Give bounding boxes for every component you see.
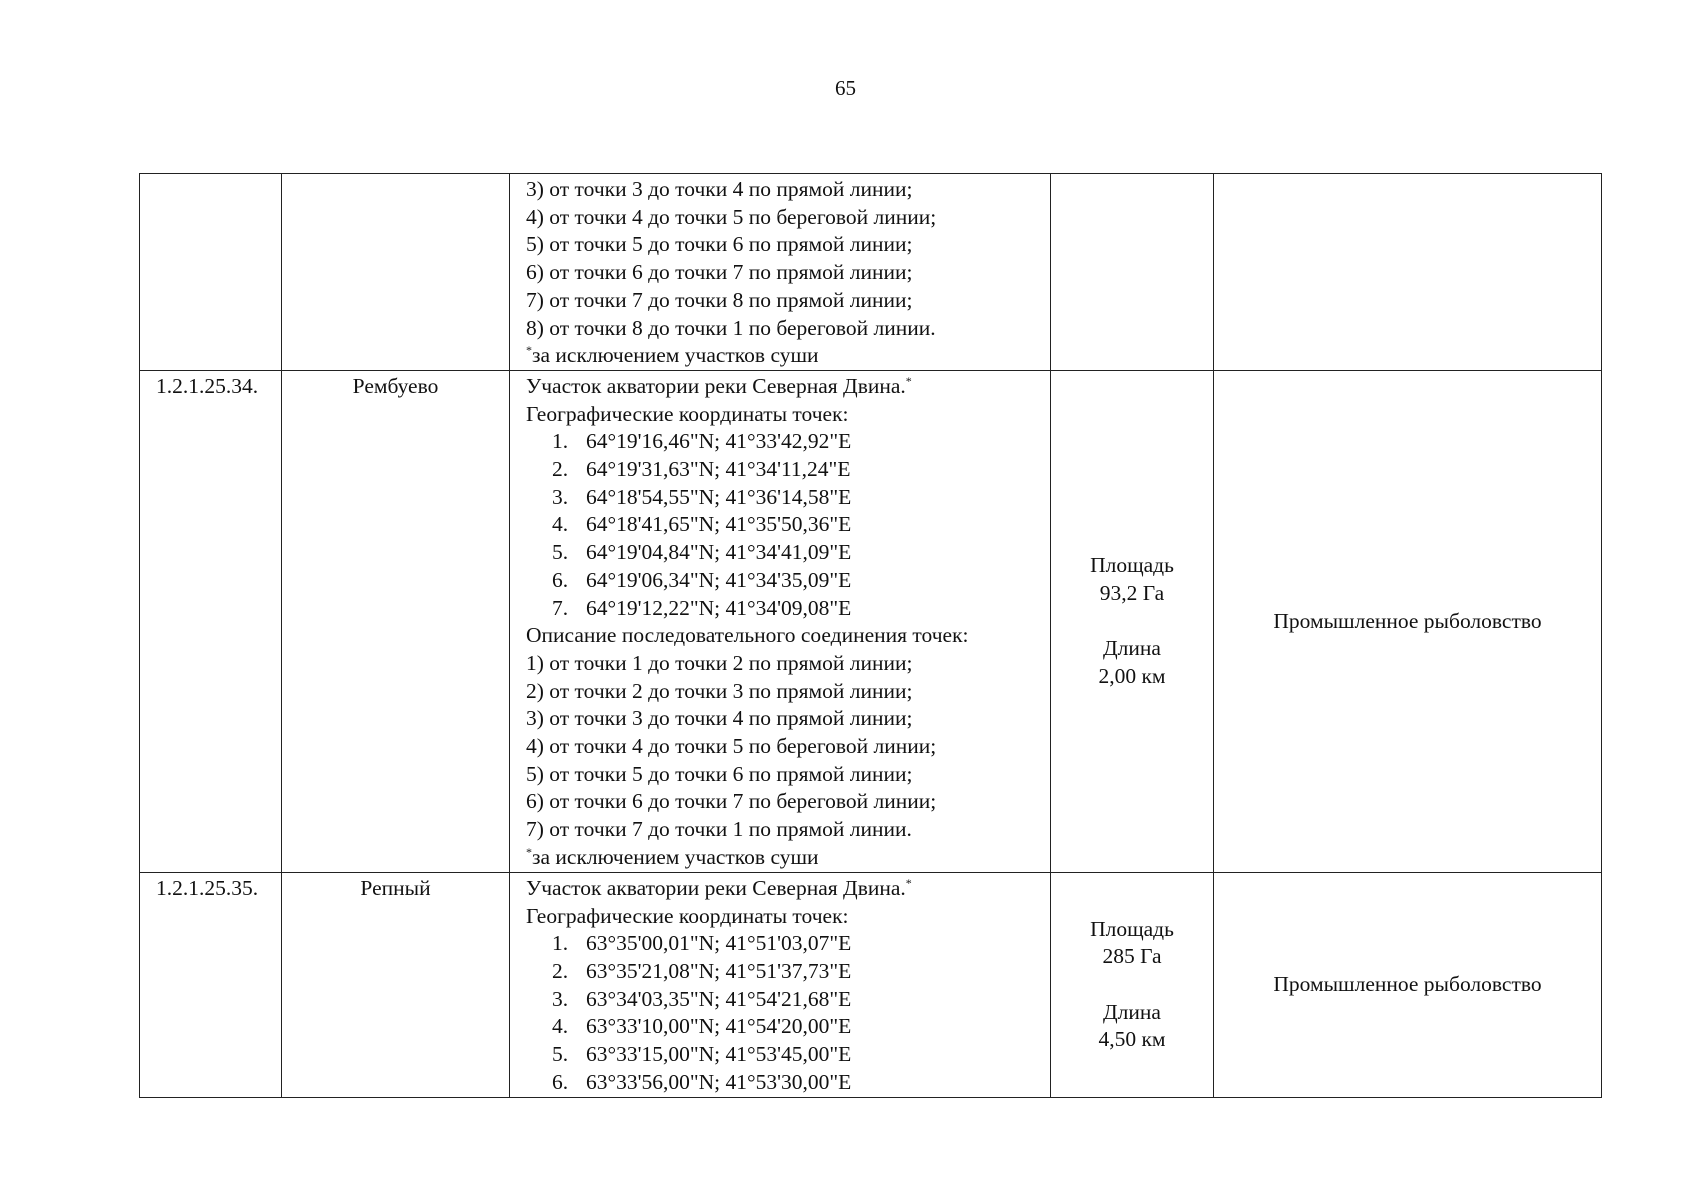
connection-line: 1) от точки 1 до точки 2 по прямой линии;	[526, 650, 913, 675]
coordinate-item: 4. 63°33'10,00"N; 41°54'20,00"E	[552, 1014, 852, 1039]
connection-line: 7) от точки 7 до точки 8 по прямой линии;	[526, 287, 913, 312]
row-use	[1214, 174, 1602, 371]
coordinate-item: 3. 63°34'03,35"N; 41°54'21,68"E	[552, 986, 852, 1011]
area-value: 285 Га	[1102, 944, 1162, 969]
connection-line: 4) от точки 4 до точки 5 по береговой линии;	[526, 204, 937, 229]
row-size	[1051, 872, 1214, 1097]
coordinate-item: 5. 64°19'04,84"N; 41°34'41,09"E	[552, 540, 852, 565]
fishing-areas-table	[139, 173, 1602, 1098]
row-use: Промышленное рыболовство	[1214, 370, 1602, 872]
length-value: 4,50 км	[1098, 1027, 1166, 1052]
coordinate-item: 4. 64°18'41,65"N; 41°35'50,36"E	[552, 512, 852, 537]
area-value: 93,2 Га	[1099, 580, 1165, 605]
row-use: Промышленное рыболовство	[1214, 872, 1602, 1097]
footnote: *за исключением участков суши	[526, 343, 819, 368]
area-label: Площадь	[1090, 916, 1174, 941]
connection-heading: Описание последовательного соединения точек:	[526, 623, 969, 648]
coords-heading: Географические координаты точек:	[526, 401, 849, 426]
coordinate-item: 3. 64°18'54,55"N; 41°36'14,58"E	[552, 484, 852, 509]
connection-line: 5) от точки 5 до точки 6 по прямой линии;	[526, 232, 913, 257]
row-code	[140, 174, 282, 371]
row-name	[282, 174, 510, 371]
row-code: 1.2.1.25.35.	[140, 872, 282, 1097]
footnote: *за исключением участков суши	[526, 844, 819, 869]
connection-line: 3) от точки 3 до точки 4 по прямой линии;	[526, 706, 913, 731]
connection-line: 8) от точки 8 до точки 1 по береговой линии.	[526, 315, 936, 340]
row-description	[510, 370, 1051, 872]
row-name: Рембуево	[282, 370, 510, 872]
length-label: Длина	[1103, 636, 1161, 661]
row-size	[1051, 370, 1214, 872]
area-title: Участок акватории реки Северная Двина.*	[526, 875, 912, 900]
area-label: Площадь	[1090, 553, 1174, 578]
coordinate-item: 6. 63°33'56,00"N; 41°53'30,00"E	[552, 1069, 852, 1094]
row-code: 1.2.1.25.34.	[140, 370, 282, 872]
coordinate-item: 1. 64°19'16,46"N; 41°33'42,92"E	[552, 429, 852, 454]
row-description	[510, 174, 1051, 371]
connection-line: 3) от точки 3 до точки 4 по прямой линии;	[526, 177, 913, 201]
connection-line: 7) от точки 7 до точки 1 по прямой линии.	[526, 817, 912, 842]
connection-line: 2) от точки 2 до точки 3 по прямой линии;	[526, 678, 913, 703]
connection-line: 4) от точки 4 до точки 5 по береговой линии;	[526, 734, 937, 759]
coordinate-item: 2. 64°19'31,63"N; 41°34'11,24"E	[552, 457, 851, 482]
coordinate-item: 5. 63°33'15,00"N; 41°53'45,00"E	[552, 1042, 852, 1067]
row-size	[1051, 174, 1214, 371]
connection-line: 6) от точки 6 до точки 7 по прямой линии;	[526, 260, 913, 285]
length-label: Длина	[1103, 999, 1161, 1024]
coordinate-item: 1. 63°35'00,01"N; 41°51'03,07"E	[552, 931, 852, 956]
coordinate-item: 2. 63°35'21,08"N; 41°51'37,73"E	[552, 959, 852, 984]
coordinate-item: 6. 64°19'06,34"N; 41°34'35,09"E	[552, 567, 852, 592]
connection-line: 6) от точки 6 до точки 7 по береговой линии;	[526, 789, 937, 814]
page-number: 65	[835, 76, 856, 100]
table-row	[140, 370, 1602, 872]
connection-line: 5) от точки 5 до точки 6 по прямой линии;	[526, 761, 913, 786]
table-row	[140, 174, 1602, 371]
row-name: Репный	[282, 872, 510, 1097]
length-value: 2,00 км	[1098, 663, 1166, 688]
row-description	[510, 872, 1051, 1097]
area-title: Участок акватории реки Северная Двина.*	[526, 373, 912, 398]
coordinate-item: 7. 64°19'12,22"N; 41°34'09,08"E	[552, 595, 852, 620]
table-row	[140, 872, 1602, 1097]
coords-heading: Географические координаты точек:	[526, 903, 849, 928]
